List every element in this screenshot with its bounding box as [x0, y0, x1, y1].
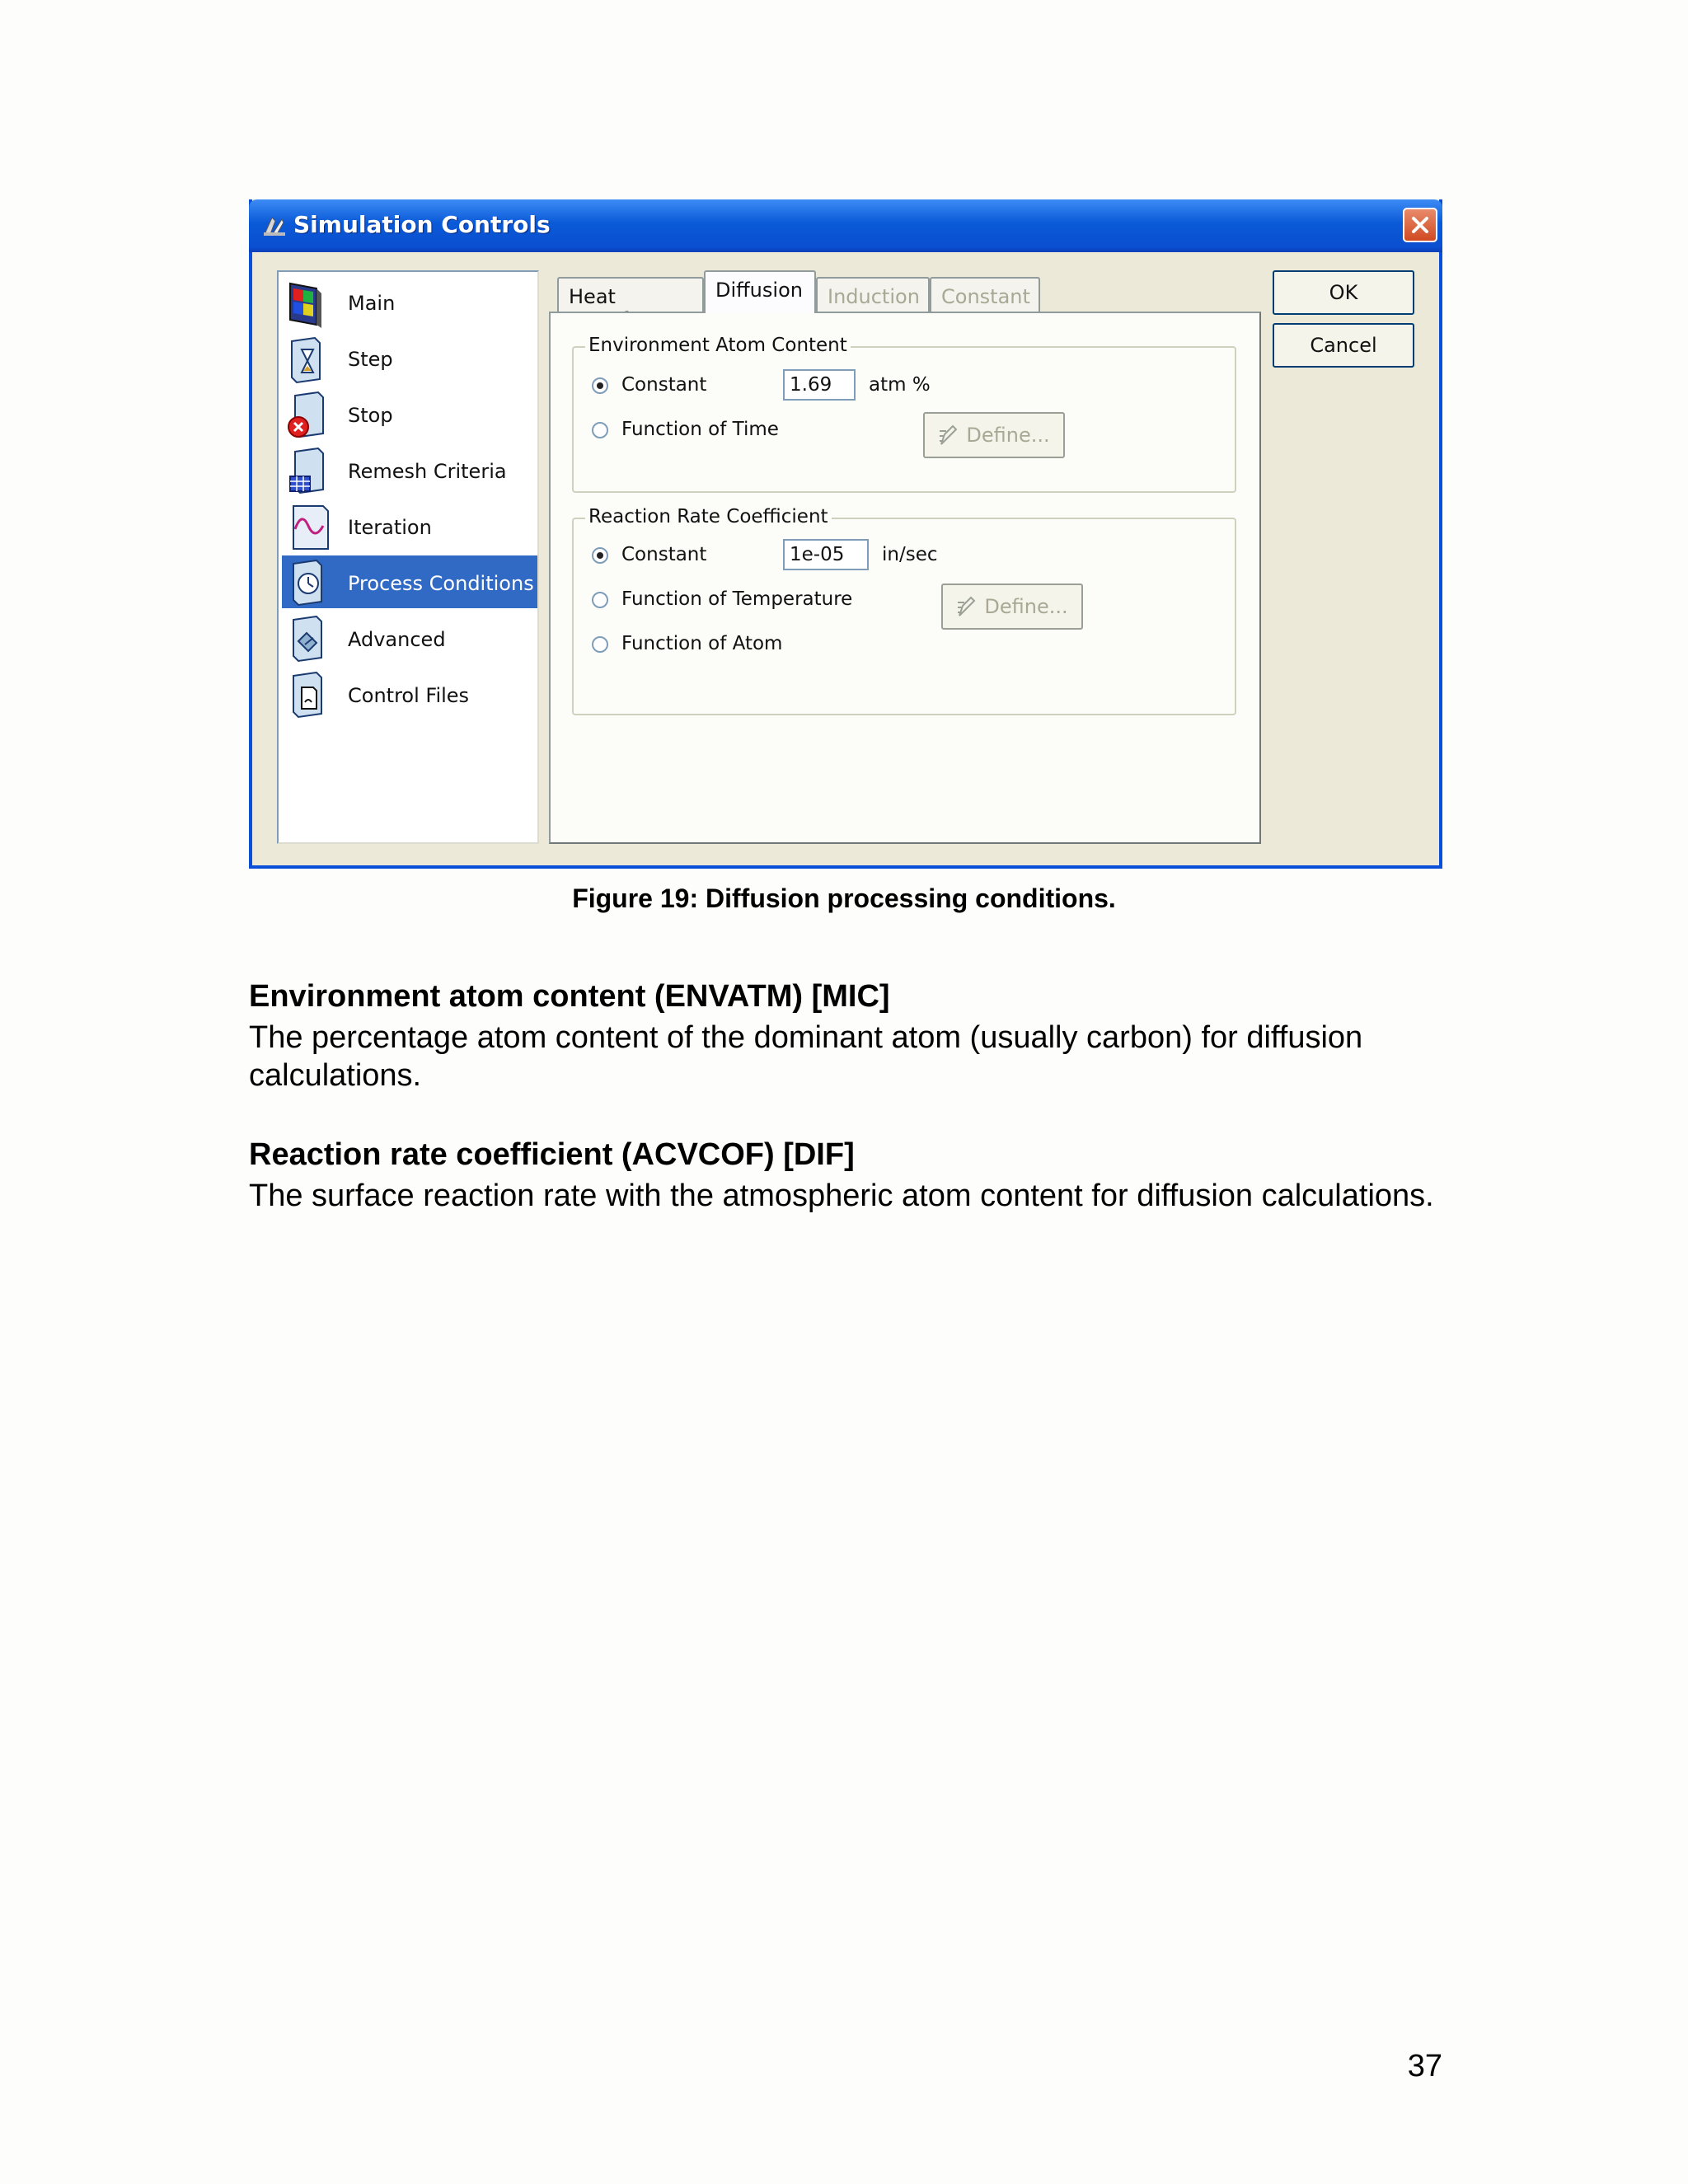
- radio-selected-icon: [592, 377, 608, 394]
- rate-unit-label: in/sec: [882, 544, 938, 565]
- close-button[interactable]: [1403, 208, 1437, 242]
- section-heading: Environment atom content (ENVATM) [MIC]: [249, 979, 890, 1014]
- category-list[interactable]: [277, 270, 539, 844]
- remesh-grid-icon: [287, 445, 340, 498]
- step-hourglass-icon: [287, 333, 340, 386]
- sidebar-item-control-files[interactable]: [282, 668, 537, 720]
- control-files-icon: [287, 669, 340, 722]
- sidebar-item-label: Advanced: [348, 628, 446, 651]
- sidebar-item-remesh-criteria[interactable]: [282, 443, 537, 496]
- sidebar-item-process-conditions[interactable]: [282, 555, 537, 608]
- define-label: Define...: [984, 595, 1068, 618]
- radio-label: Function of Time: [621, 419, 779, 440]
- sidebar-item-label: Main: [348, 292, 396, 315]
- advanced-icon: [287, 613, 340, 666]
- page-number: 37: [1407, 2049, 1442, 2083]
- radio-label: Constant: [621, 374, 707, 396]
- process-conditions-icon: [287, 557, 340, 610]
- sidebar-item-label: Remesh Criteria: [348, 460, 507, 483]
- sidebar-item-label: Iteration: [348, 516, 432, 539]
- tab-diffusion[interactable]: Diffusion: [704, 270, 816, 313]
- radio-unselected-icon: [592, 422, 608, 438]
- iteration-wave-icon: [287, 501, 340, 554]
- define-label: Define...: [966, 424, 1050, 447]
- reaction-rate-coefficient-group: [572, 506, 1236, 715]
- ok-button[interactable]: OK: [1273, 270, 1414, 315]
- pencil-icon: [956, 594, 978, 619]
- sidebar-item-iteration[interactable]: [282, 499, 537, 552]
- sidebar-item-step[interactable]: [282, 331, 537, 384]
- sidebar-item-label: Step: [348, 348, 393, 371]
- radio-unselected-icon: [592, 636, 608, 653]
- main-folder-icon: [287, 277, 340, 330]
- group-label: Reaction Rate Coefficient: [585, 506, 832, 527]
- environment-atom-content-group: [572, 335, 1236, 493]
- group-label: Environment Atom Content: [585, 335, 851, 356]
- sidebar-item-label: Process Conditions: [348, 572, 534, 595]
- radio-label: Function of Atom: [621, 633, 783, 654]
- diffusion-panel: [549, 312, 1261, 844]
- env-define-button[interactable]: [923, 412, 1065, 458]
- tab-induction[interactable]: Induction: [816, 277, 930, 312]
- title-bar[interactable]: [249, 199, 1442, 252]
- cancel-button[interactable]: Cancel: [1273, 323, 1414, 368]
- radio-selected-icon: [592, 547, 608, 564]
- figure-caption: Figure 19: Diffusion processing conditions.: [572, 883, 1116, 913]
- window-title: Simulation Controls: [293, 211, 551, 238]
- radio-unselected-icon: [592, 592, 608, 608]
- section-text: The percentage atom content of the dominant atom (usually carbon) for diffusion calculations.: [249, 1020, 1363, 1093]
- radio-label: Constant: [621, 544, 707, 565]
- sidebar-item-advanced[interactable]: [282, 612, 537, 664]
- stop-icon: [287, 389, 340, 442]
- pencil-icon: [938, 423, 959, 448]
- env-constant-input[interactable]: 1.69: [783, 369, 856, 401]
- radio-label: Function of Temperature: [621, 588, 853, 610]
- section-heading: Reaction rate coefficient (ACVCOF) [DIF]: [249, 1137, 855, 1172]
- tab-heat-transfer[interactable]: Heat: [557, 277, 704, 312]
- tab-constant[interactable]: Constant: [930, 277, 1040, 312]
- env-unit-label: atm %: [869, 374, 931, 396]
- sidebar-item-main[interactable]: [282, 275, 537, 328]
- sidebar-item-label: Control Files: [348, 684, 470, 707]
- rate-constant-input[interactable]: 1e-05: [783, 539, 869, 570]
- close-icon: [1411, 216, 1429, 234]
- simulation-controls-window: [249, 199, 1442, 869]
- sidebar-item-stop[interactable]: [282, 387, 537, 440]
- app-icon: [260, 211, 288, 239]
- rate-define-button[interactable]: [941, 583, 1083, 630]
- sidebar-item-label: Stop: [348, 404, 393, 427]
- section-text: The surface reaction rate with the atmospheric atom content for diffusion calculations.: [249, 1179, 1434, 1213]
